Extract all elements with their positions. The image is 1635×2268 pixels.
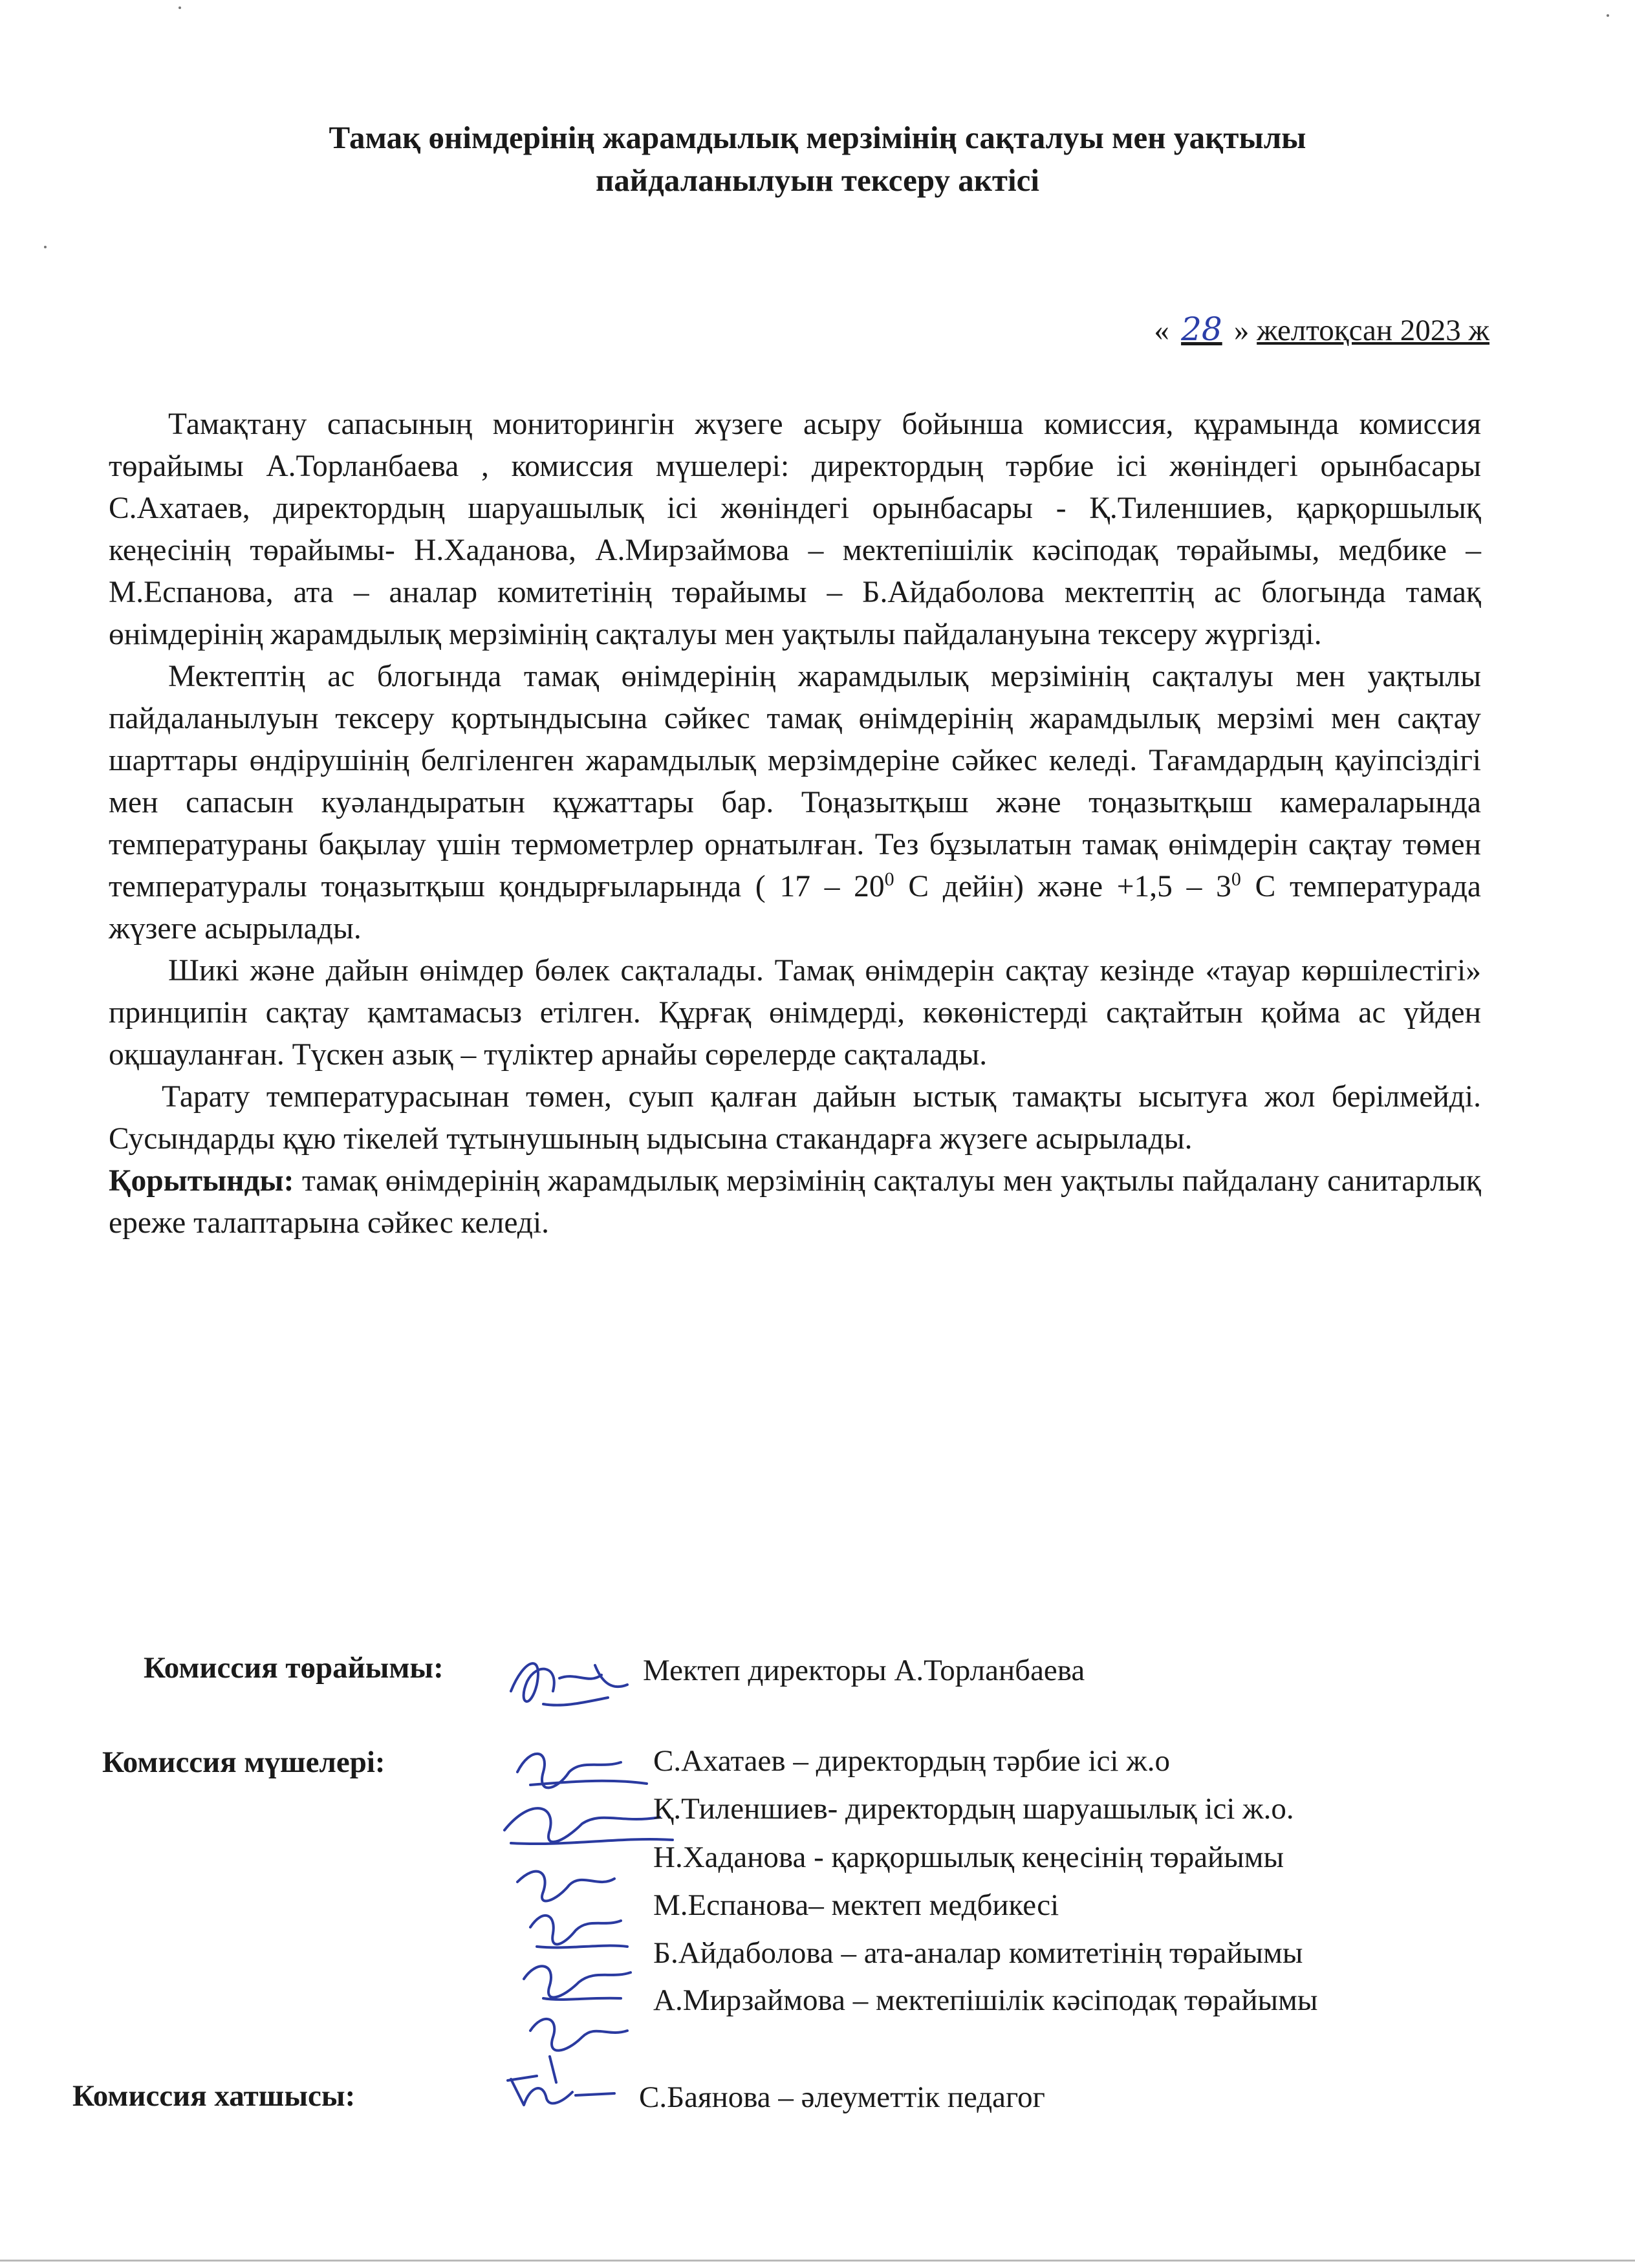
chair-name: Мектеп директоры А.Торланбаева xyxy=(643,1654,1085,1687)
member-5: Б.Айдаболова – ата-аналар комитетінің төрайымы xyxy=(653,1936,1303,1970)
date-open-quote: « xyxy=(1154,314,1169,347)
date-month-year: желтоқсан 2023 ж xyxy=(1257,314,1489,347)
scan-speck xyxy=(44,246,47,248)
secretary-signature-scribble xyxy=(498,2066,627,2118)
paragraph-1: Тамақтану сапасының мониторингін жүзеге асыру бойынша комиссия, құрамында комиссия төрайымы А.Торланбаева , комиссия мүшелері: директордың тәрбие ісі жөніндегі орынбасары С.Ахатаев, директордың шаруашылық ісі жөніндегі орынбасары - Қ.Тиленшиев, қарқоршылық кеңесінің төрайымы- Н.Хаданова, А.Мирзаймова – мектепішілік кәсіподақ төрайымы, медбике – М.Еспанова, ата – аналар комитетінің төрайымы – Б.Айдаболова мектептің ас блогында тамақ өнімдерінің жарамдылық мерзімінің сақталуы мен уақтылы пайдалануына тексеру жүргізді. xyxy=(109,407,1481,651)
chair-label: Комиссия төрайымы: xyxy=(144,1651,444,1685)
date-day: 28 xyxy=(1181,310,1222,348)
secretary-label: Комиссия хатшысы: xyxy=(72,2079,356,2113)
conclusion-text: тамақ өнімдерінің жарамдылық мерзімінің сақталуы мен уақтылы пайдалану санитарлық ереже талаптарына сәйкес келеді. xyxy=(109,1164,1481,1240)
scan-speck xyxy=(179,6,181,9)
conclusion-label: Қорытынды: xyxy=(109,1164,294,1198)
member-4: М.Еспанова– мектеп медбикесі xyxy=(653,1888,1059,1922)
document-title xyxy=(97,116,1538,202)
p2-text-after: С температурада жүзеге асырылады. xyxy=(109,870,1481,945)
date-close-quote: » xyxy=(1233,314,1250,347)
member-1: С.Ахатаев – директордың тәрбие ісі ж.о xyxy=(653,1744,1170,1778)
document-date xyxy=(1154,310,1489,348)
member-6: А.Мирзаймова – мектепішілік кәсіподақ төрайымы xyxy=(653,1983,1318,2017)
paragraph-3: Шикі және дайын өнімдер бөлек сақталады. Тамақ өнімдерін сақтау кезінде «тауар көршілестігі» принципін сақтау қамтамасыз етілген. Құрғақ өнімдерді, көкөністерді сақтайтын қойма ас үйден оқшауланған. Түскен азық – түліктер арнайы сөрелерде сақталады. xyxy=(109,954,1481,1072)
p2-text-middle: С дейін) және +1,5 – 3 xyxy=(894,870,1231,903)
paragraph-4: Тарату температурасынан төмен, суып қалған дайын ыстық тамақты ысытуға жол берілмейді. Сусындарды құю тікелей тұтынушының ыдысына стакандарға жүзеге асырылады. xyxy=(109,1080,1481,1156)
paragraph-2 xyxy=(109,656,1481,950)
scan-speck xyxy=(1607,14,1609,17)
member-3: Н.Хаданова - қарқоршылық кеңесінің төрайымы xyxy=(653,1841,1284,1874)
conclusion xyxy=(109,1160,1481,1244)
title-line-1: Тамақ өнімдерінің жарамдылық мерзімінің сақталуы мен уақтылы xyxy=(329,120,1306,155)
scan-edge-line xyxy=(0,2260,1635,2262)
secretary-name: С.Баянова – әлеуметтік педагог xyxy=(639,2080,1045,2114)
p2-text-before: Мектептің ас блогында тамақ өнімдерінің жарамдылық мерзімінің сақталуы мен уақтылы пайдаланылуын тексеру қортындысына сәйкес тамақ өнімдерінің жарамдылық мерзімі мен сақтау шарттары өндірушінің белгіленген жарамдылық мерзімдеріне сәйкес келеді. Тағамдардың қауіпсіздігі мен сапасын куәландыратын құжаттары бар. Тоңазытқыш және тоңазытқыш камераларында температураны бақылау үшін термометрлер орнатылған. Тез бұзылатын тамақ өнімдерін сақтау төмен температуралы тоңазытқыш қондырғыларында ( 17 – 20 xyxy=(109,660,1481,903)
title-line-2: пайдаланылуын тексеру актісі xyxy=(596,162,1039,198)
document-body xyxy=(109,404,1481,1244)
p2-degree-1: 0 xyxy=(884,869,894,891)
member-2: Қ.Тиленшиев- директордың шаруашылық ісі ж.о. xyxy=(653,1792,1294,1826)
chair-signature-scribble xyxy=(498,1646,640,1723)
members-label: Комиссия мүшелері: xyxy=(102,1745,385,1779)
p2-degree-2: 0 xyxy=(1231,869,1241,891)
